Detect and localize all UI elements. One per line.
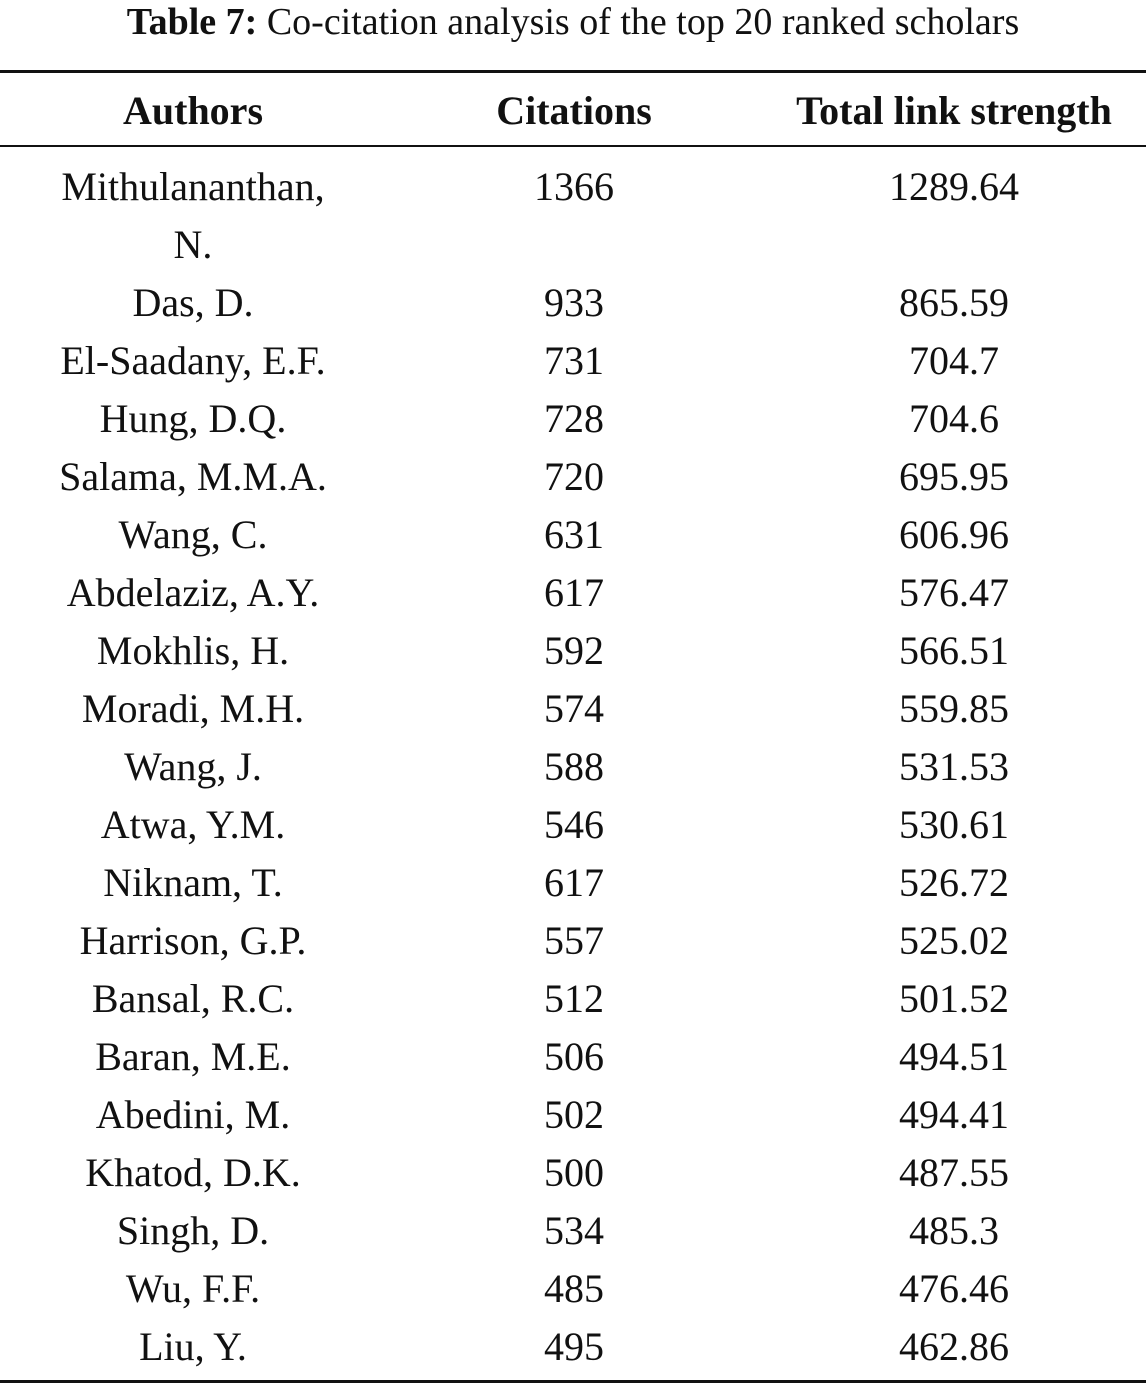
total-link-strength-cell: 1289.64 <box>889 164 1019 209</box>
citations-cell: 546 <box>544 802 604 847</box>
table-bottom-rule <box>0 1380 1146 1383</box>
table-top-rule <box>0 70 1146 73</box>
header-citations: Citations <box>496 88 652 133</box>
author-cell: Wang, J. <box>124 744 262 789</box>
total-link-strength-cell: 485.3 <box>909 1208 999 1253</box>
table-caption-text: Co-citation analysis of the top 20 ranked scholars <box>257 1 1020 43</box>
citations-cell: 588 <box>544 744 604 789</box>
author-cell: Khatod, D.K. <box>85 1150 301 1195</box>
author-cell: Liu, Y. <box>139 1324 247 1369</box>
citations-cell: 574 <box>544 686 604 731</box>
citations-cell: 512 <box>544 976 604 1021</box>
citations-cell: 502 <box>544 1092 604 1137</box>
author-cell: Singh, D. <box>116 1208 270 1253</box>
table-row <box>0 506 1146 564</box>
total-link-strength-cell: 525.02 <box>899 918 1009 963</box>
total-link-strength-cell: 531.53 <box>899 744 1009 789</box>
table-row <box>0 970 1146 1028</box>
author-name-line-2: N. <box>173 222 213 267</box>
total-link-strength-cell: 462.86 <box>899 1324 1009 1369</box>
author-cell: Moradi, M.H. <box>81 686 305 731</box>
header-total-link-strength: Total link strength <box>796 88 1112 133</box>
table-caption <box>0 2 1146 42</box>
table-row <box>0 274 1146 332</box>
citations-cell: 506 <box>544 1034 604 1079</box>
table-caption-label: Table 7: <box>126 1 258 43</box>
citations-cell: 617 <box>544 860 604 905</box>
table-header-row <box>0 86 1146 136</box>
total-link-strength-cell: 526.72 <box>899 860 1009 905</box>
total-link-strength-cell: 494.41 <box>899 1092 1009 1137</box>
author-cell: Baran, M.E. <box>95 1034 291 1079</box>
citations-cell: 728 <box>544 396 604 441</box>
total-link-strength-cell: 566.51 <box>899 628 1009 673</box>
total-link-strength-cell: 695.95 <box>899 454 1009 499</box>
citations-cell: 1366 <box>534 164 614 209</box>
table-row <box>0 1260 1146 1318</box>
citations-cell: 534 <box>544 1208 604 1253</box>
table-row <box>0 1144 1146 1202</box>
table-row <box>0 622 1146 680</box>
author-cell <box>0 158 386 274</box>
total-link-strength-cell: 865.59 <box>899 280 1009 325</box>
author-cell: Bansal, R.C. <box>91 976 295 1021</box>
citations-cell: 500 <box>544 1150 604 1195</box>
table-row <box>0 390 1146 448</box>
author-name-line-1: Mithulananthan, <box>61 164 325 209</box>
total-link-strength-cell: 494.51 <box>899 1034 1009 1079</box>
table-row <box>0 1318 1146 1376</box>
table-row <box>0 738 1146 796</box>
citations-cell: 933 <box>544 280 604 325</box>
author-cell: Wang, C. <box>118 512 268 557</box>
author-cell: Hung, D.Q. <box>99 396 287 441</box>
citations-cell: 485 <box>544 1266 604 1311</box>
total-link-strength-cell: 530.61 <box>899 802 1009 847</box>
table-row <box>0 158 1146 274</box>
author-cell: Harrison, G.P. <box>79 918 307 963</box>
table-row <box>0 1086 1146 1144</box>
table-row <box>0 796 1146 854</box>
author-cell: Mokhlis, H. <box>96 628 290 673</box>
citations-cell: 631 <box>544 512 604 557</box>
author-cell: Abedini, M. <box>95 1092 291 1137</box>
table-row <box>0 854 1146 912</box>
table-row <box>0 448 1146 506</box>
header-authors: Authors <box>122 88 264 133</box>
table-row <box>0 332 1146 390</box>
total-link-strength-cell: 704.7 <box>909 338 999 383</box>
table-body <box>0 158 1146 1376</box>
citations-cell: 557 <box>544 918 604 963</box>
author-cell: Niknam, T. <box>103 860 283 905</box>
total-link-strength-cell: 476.46 <box>899 1266 1009 1311</box>
total-link-strength-cell: 704.6 <box>909 396 999 441</box>
author-cell: Wu, F.F. <box>125 1266 261 1311</box>
table-row <box>0 912 1146 970</box>
table-row <box>0 1028 1146 1086</box>
author-cell: Das, D. <box>132 280 254 325</box>
table-row <box>0 564 1146 622</box>
citations-cell: 495 <box>544 1324 604 1369</box>
citations-cell: 731 <box>544 338 604 383</box>
author-cell: Salama, M.M.A. <box>59 454 327 499</box>
total-link-strength-cell: 501.52 <box>899 976 1009 1021</box>
total-link-strength-cell: 576.47 <box>899 570 1009 615</box>
author-cell: Atwa, Y.M. <box>100 802 286 847</box>
author-cell: El-Saadany, E.F. <box>60 338 326 383</box>
total-link-strength-cell: 487.55 <box>899 1150 1009 1195</box>
total-link-strength-cell: 559.85 <box>899 686 1009 731</box>
table-header-rule <box>0 145 1146 147</box>
citations-cell: 592 <box>544 628 604 673</box>
citations-cell: 617 <box>544 570 604 615</box>
table-row <box>0 680 1146 738</box>
total-link-strength-cell: 606.96 <box>899 512 1009 557</box>
table-row <box>0 1202 1146 1260</box>
author-cell: Abdelaziz, A.Y. <box>66 570 320 615</box>
citations-cell: 720 <box>544 454 604 499</box>
